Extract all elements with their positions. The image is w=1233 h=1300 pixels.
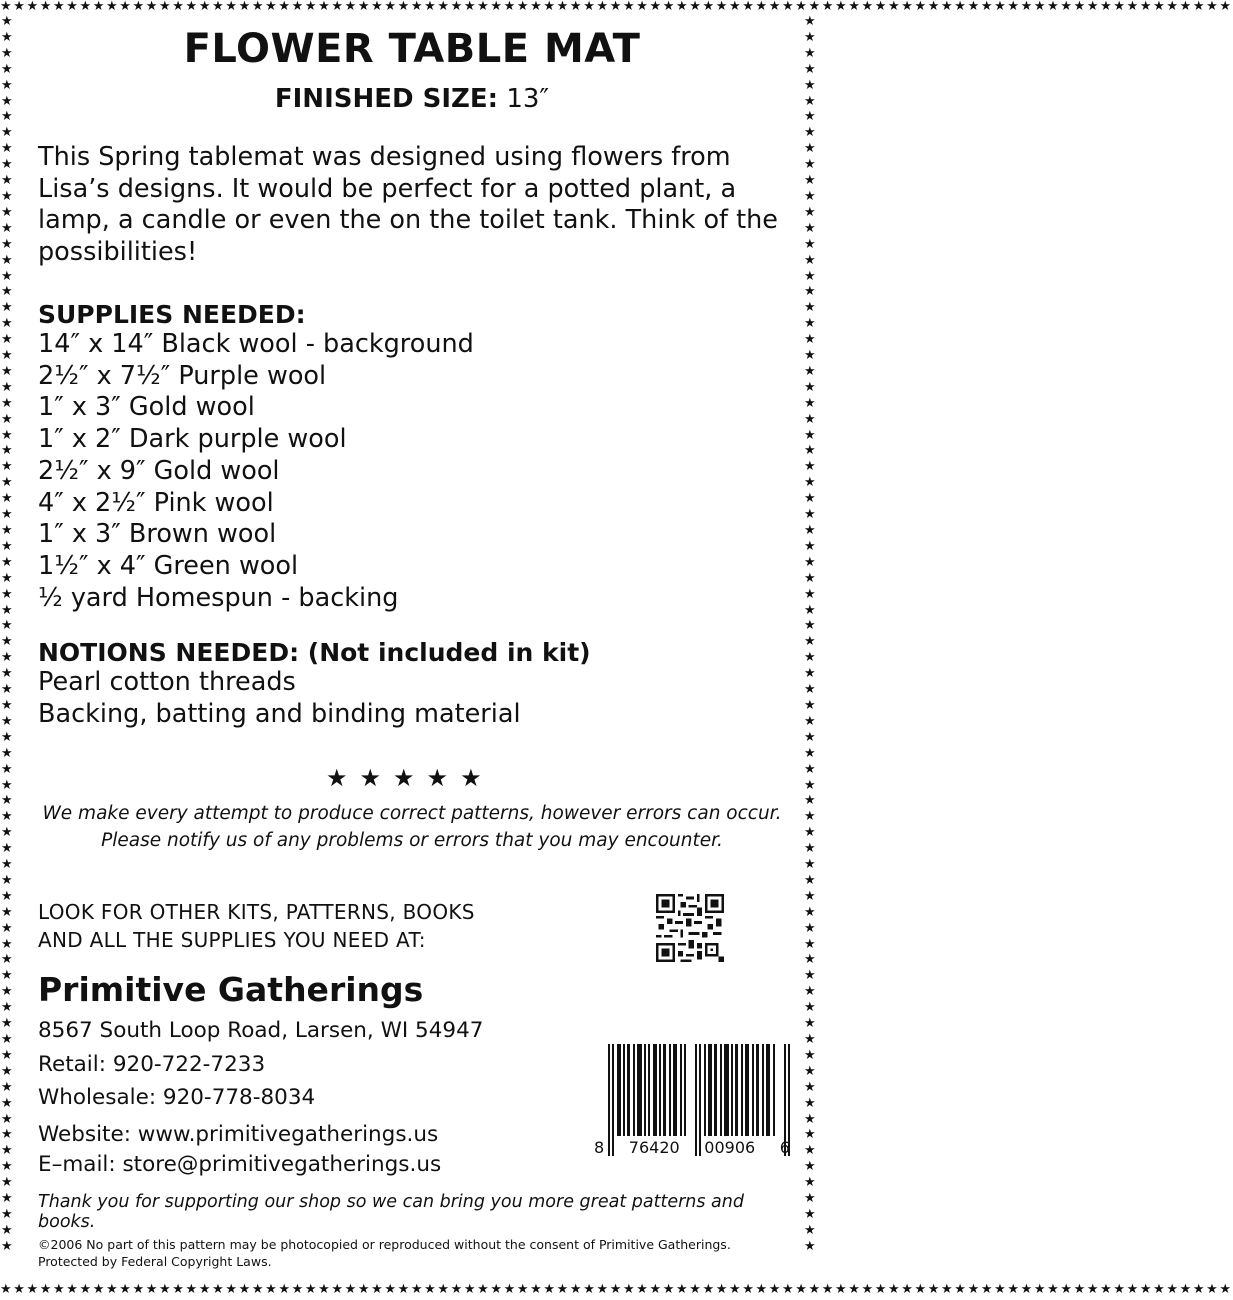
list-item: Backing, batting and binding material [38, 698, 521, 729]
qr-code-icon [656, 894, 724, 962]
barcode-digit-group: 00906 [704, 1138, 756, 1157]
list-item: 1″ x 3″ Brown wool [38, 519, 277, 550]
barcode-number [594, 1138, 790, 1157]
supplies-list [38, 329, 786, 614]
list-item: Pearl cotton threads [38, 667, 296, 697]
copyright-line-1: ©2006 No part of this pattern may be photocopied or reproduced without the consent of Primitive Gatherings. [38, 1237, 731, 1252]
phone-numbers [38, 1048, 315, 1114]
notions-list [38, 667, 786, 730]
decorative-stars-icon: ★★★★★ [326, 764, 494, 792]
retail-phone: Retail: 920-722-7233 [38, 1052, 266, 1077]
supplies-section [38, 300, 786, 614]
look-for-text [38, 898, 475, 954]
notions-heading: NOTIONS NEEDED: (Not included in kit) [38, 638, 591, 667]
finished-size-value: 13″ [506, 84, 550, 114]
barcode-digit-group: 8 [594, 1138, 605, 1157]
disclaimer-line-1: We make every attempt to produce correct patterns, however errors can occur. [42, 803, 782, 824]
online-contacts [38, 1120, 441, 1180]
star-border-right: ★★★★★★★★★★★★★★★★★★★★★★★★★★★★★★★★★★★★★★★★★★★★★★★★★★★★★★★★★★★★★★★★★★★★★★★★★★★★★★ [804, 14, 816, 1254]
notions-section [38, 638, 786, 730]
copyright-line-2: Protected by Federal Copyright Laws. [38, 1254, 272, 1269]
finished-size-label: FINISHED SIZE: [274, 84, 499, 114]
list-item: 2½″ x 9″ Gold wool [38, 455, 280, 486]
star-border-left: ★★★★★★★★★★★★★★★★★★★★★★★★★★★★★★★★★★★★★★★★★★★★★★★★★★★★★★★★★★★★★★★★★★★★★★★★★★★★★★ [1, 14, 13, 1254]
list-item: 14″ x 14″ Black wool - background [38, 329, 474, 359]
disclaimer-line-2: Please notify us of any problems or errors that you may encounter. [101, 830, 723, 851]
thank-you-note: Thank you for supporting our shop so we can bring you more great patterns and books. [38, 1192, 744, 1232]
look-for-line-1: LOOK FOR OTHER KITS, PATTERNS, BOOKS [38, 900, 475, 924]
list-item: 2½″ x 7½″ Purple wool [38, 360, 327, 391]
copyright-notice [38, 1236, 786, 1270]
shop-name: Primitive Gatherings [38, 970, 424, 1009]
email-link[interactable]: E–mail: store@primitivegatherings.us [38, 1152, 442, 1177]
shop-address: 8567 South Loop Road, Larsen, WI 54947 [38, 1018, 484, 1043]
wholesale-phone: Wholesale: 920-778-8034 [38, 1085, 316, 1110]
list-item: 1″ x 3″ Gold wool [38, 392, 255, 423]
list-item: 4″ x 2½″ Pink wool [38, 487, 274, 518]
star-border-bottom: ★★★★★★★★★★★★★★★★★★★★★★★★★★★★★★★★★★★★★★★★★★★★★★★★★★★★★★★★★★★★★★★★★★★★★★★★★★★★★★★★★★★★★★★★★★★★★ [0, 1282, 1233, 1297]
barcode-digit-group: 6 [779, 1138, 790, 1157]
look-for-line-2: AND ALL THE SUPPLIES YOU NEED AT: [38, 928, 426, 952]
intro-paragraph: This Spring tablemat was designed using flowers from Lisa’s designs. It would be perfect for a potted plant, a lamp, a candle or even the on the toilet tank. Think of the possibilities! [38, 142, 778, 267]
list-item: 1″ x 2″ Dark purple wool [38, 424, 347, 455]
finished-size [38, 84, 786, 114]
star-border-top: ★★★★★★★★★★★★★★★★★★★★★★★★★★★★★★★★★★★★★★★★★★★★★★★★★★★★★★★★★★★★★★★★★★★★★★★★★★★★★★★★★★★★★★★★★★★★★ [0, 0, 1233, 14]
barcode-digit-group: 76420 [628, 1138, 680, 1157]
list-item: 1½″ x 4″ Green wool [38, 550, 299, 581]
supplies-heading: SUPPLIES NEEDED: [38, 300, 306, 329]
disclaimer [38, 800, 786, 854]
list-item: ½ yard Homespun - backing [38, 582, 399, 613]
website-link[interactable]: Website: www.primitivegatherings.us [38, 1122, 439, 1147]
page-title: FLOWER TABLE MAT [183, 26, 641, 72]
